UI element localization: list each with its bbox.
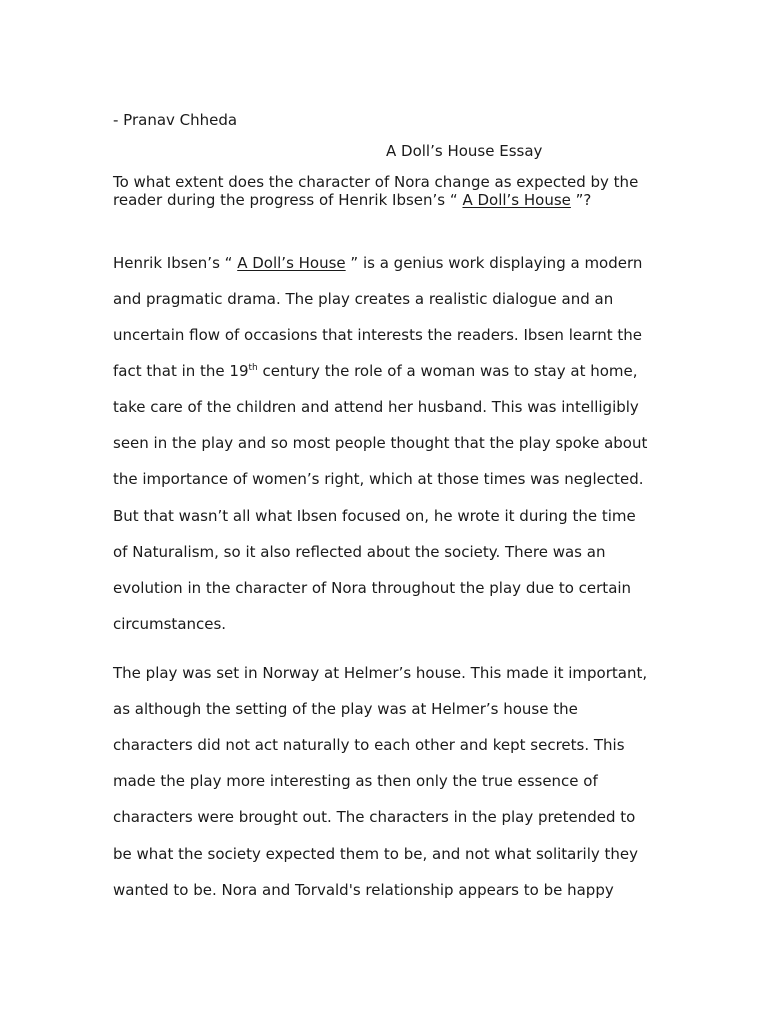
paragraph-1-line-4 — [113, 362, 638, 380]
author-line: - Pranav Chheda — [113, 111, 238, 129]
p1-line-1-after: ” is a genius work displaying a modern — [345, 254, 643, 272]
paragraph-2-line-6: be what the society expected them to be, and not what solitarily they — [113, 845, 639, 863]
paragraph-1-line-6: seen in the play and so most people thought that the play spoke about — [113, 434, 648, 452]
paragraph-1-line-8: But that wasn’t all what Ibsen focused on, he wrote it during the time — [113, 507, 636, 525]
paragraph-1-line-2: and pragmatic drama. The play creates a realistic dialogue and an — [113, 290, 614, 308]
paragraph-1-line-11: circumstances. — [113, 615, 227, 633]
paragraph-2-line-4: made the play more interesting as then only the true essence of — [113, 772, 598, 790]
ordinal-superscript: th — [248, 363, 258, 373]
essay-title: A Doll’s House Essay — [386, 142, 543, 160]
paragraph-2-line-3: characters did not act naturally to each other and kept secrets. This — [113, 736, 625, 754]
paragraph-2-line-5: characters were brought out. The characters in the play pretended to — [113, 808, 636, 826]
p1-line-1-before: Henrik Ibsen’s “ — [113, 254, 238, 272]
paragraph-2-line-1: The play was set in Norway at Helmer’s house. This made it important, — [113, 664, 648, 682]
paragraph-1-line-5: take care of the children and attend her husband. This was intelligibly — [113, 398, 639, 416]
question-line-2-before: reader during the progress of Henrik Ibsen’s “ — [113, 191, 463, 209]
paragraph-1-line-10: evolution in the character of Nora throughout the play due to certain — [113, 579, 632, 597]
paragraph-2-line-2: as although the setting of the play was at Helmer’s house the — [113, 700, 578, 718]
p1-line-4-before: fact that in the 19 — [113, 362, 249, 380]
play-title-underlined: A Doll’s House — [462, 191, 571, 209]
play-title-underlined: A Doll’s House — [237, 254, 346, 272]
paragraph-1-line-3: uncertain flow of occasions that interests the readers. Ibsen learnt the — [113, 326, 642, 344]
p1-line-4-after: century the role of a woman was to stay at home, — [257, 362, 638, 380]
paragraph-2-line-7: wanted to be. Nora and Torvald's relationship appears to be happy — [113, 881, 614, 899]
question-line-2-after: ”? — [570, 191, 592, 209]
paragraph-1-line-1 — [113, 254, 642, 272]
question-line-1: To what extent does the character of Nora change as expected by the — [113, 173, 639, 191]
paragraph-1-line-7: the importance of women’s right, which at those times was neglected. — [113, 470, 644, 488]
question-line-2 — [113, 191, 591, 209]
paragraph-1-line-9: of Naturalism, so it also reflected about the society. There was an — [113, 543, 606, 561]
